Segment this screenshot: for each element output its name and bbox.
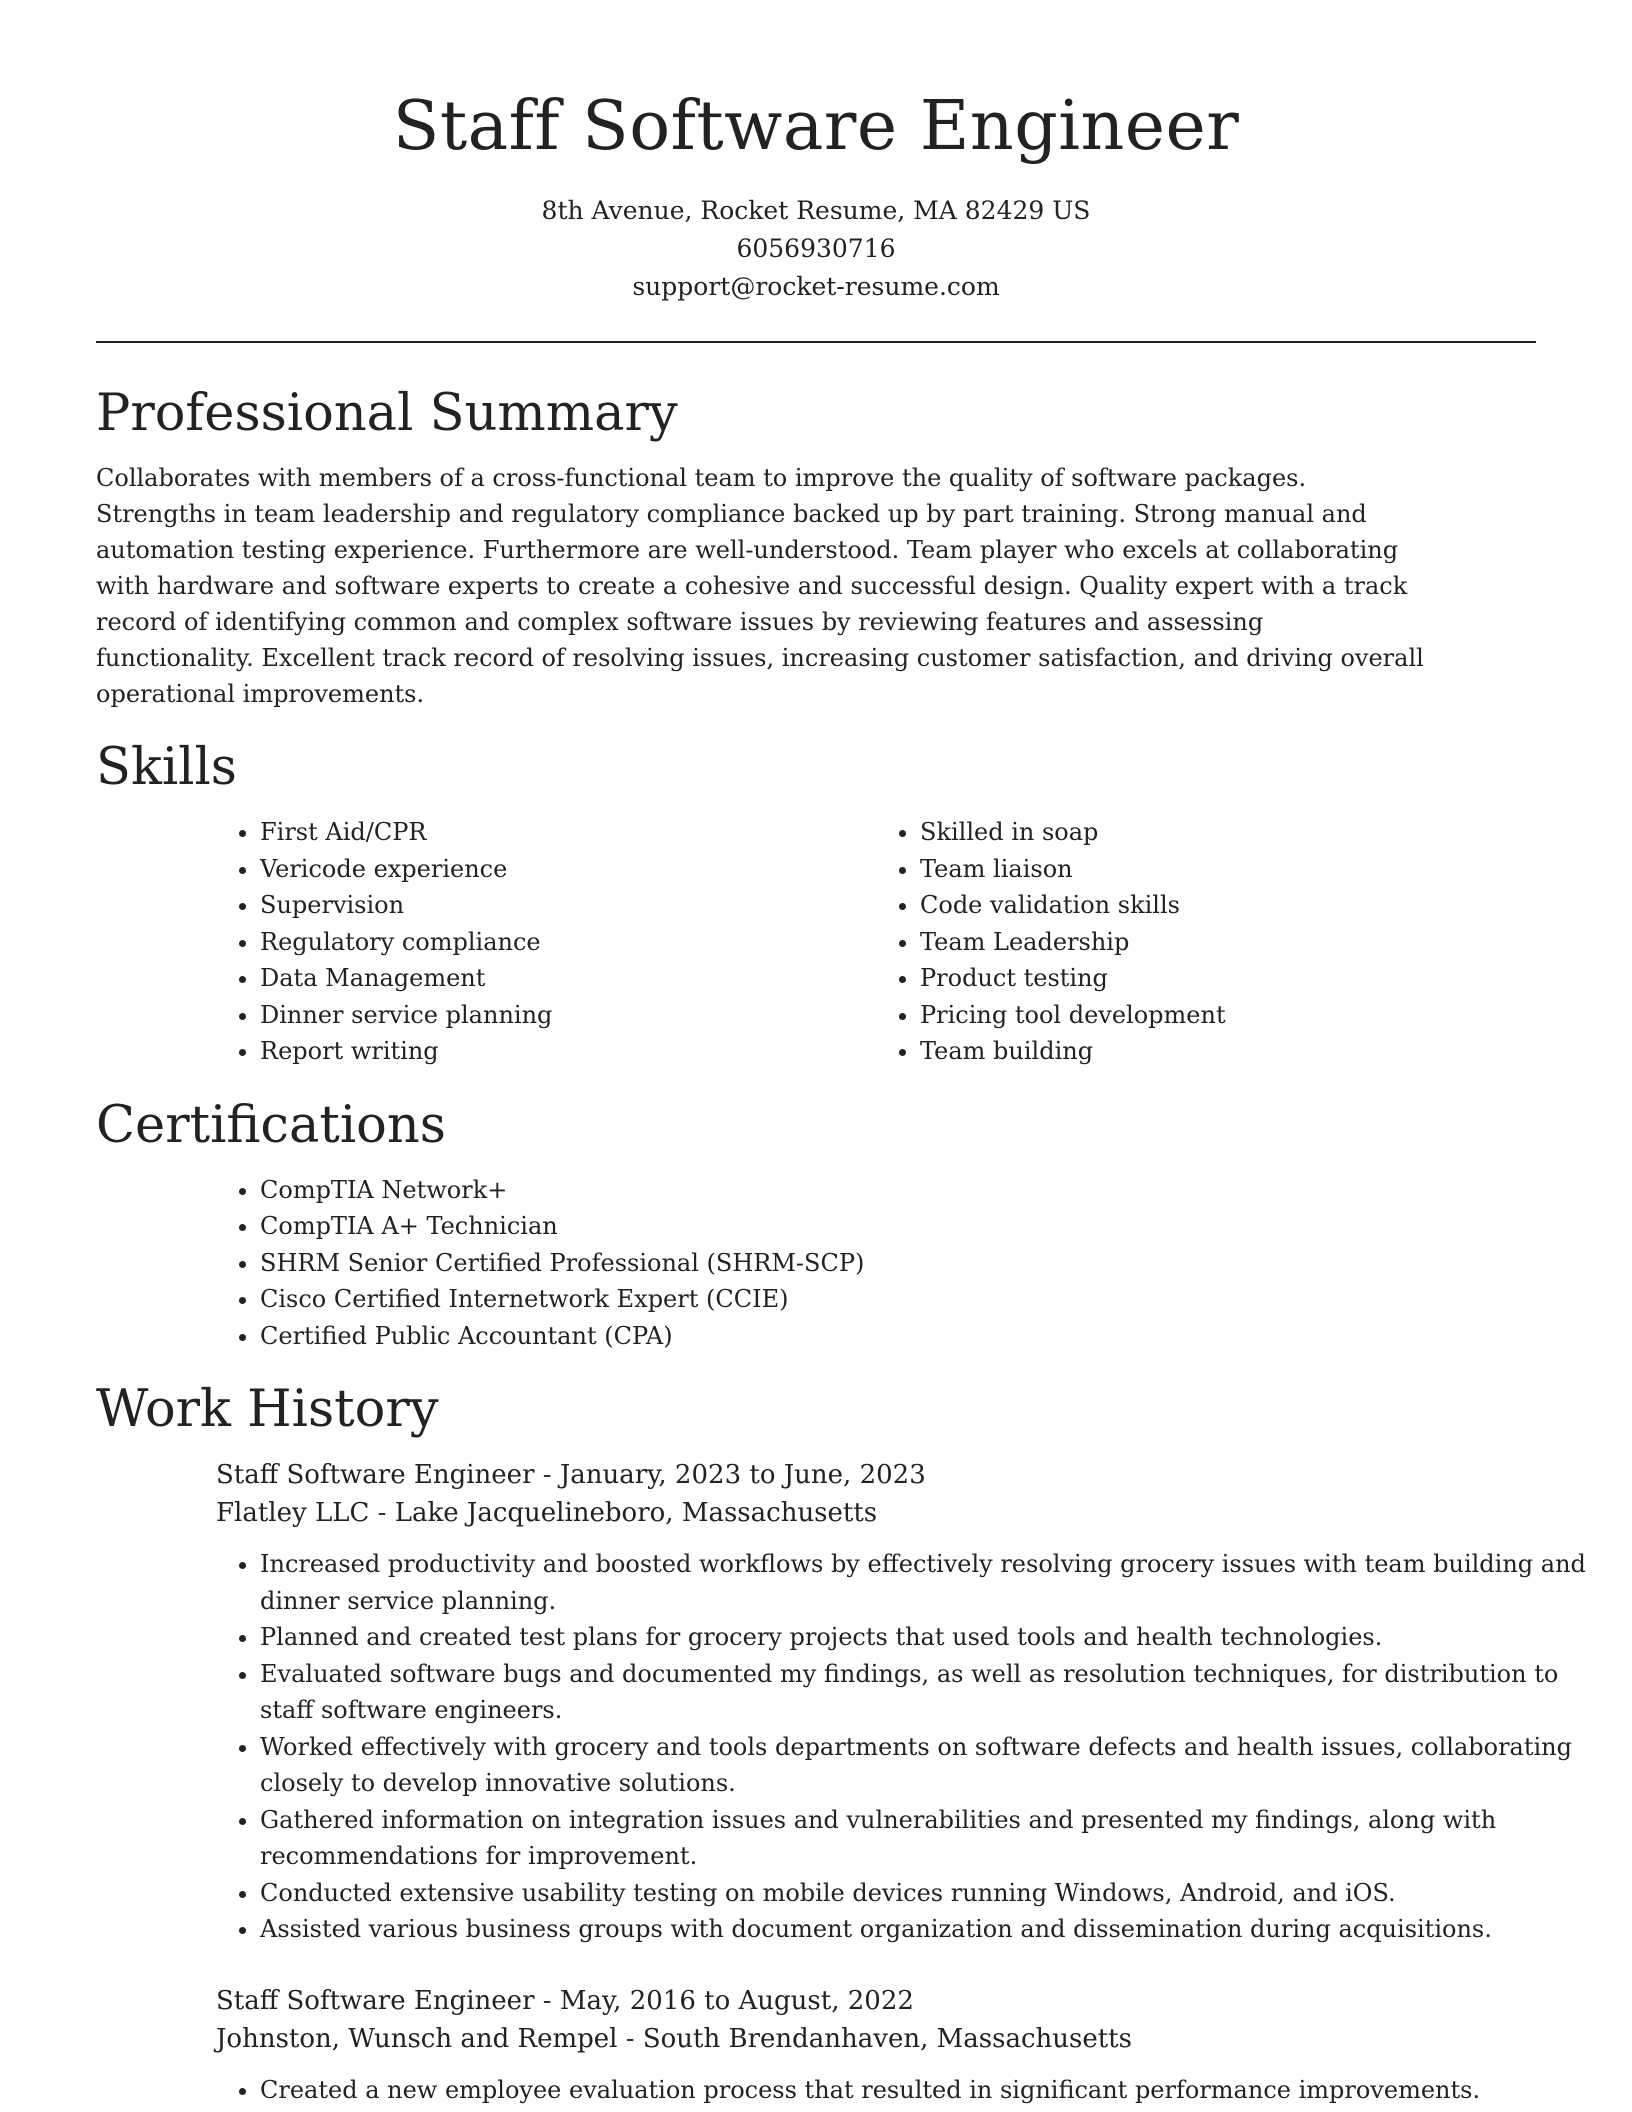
job-bullet: • Created a new employee evaluation process that resulted in significant performance improvements. [260,2072,1614,2109]
spacer [96,1354,1536,1378]
work-history-section [96,1378,1586,2108]
skill-item: • Vericode experience [260,851,876,888]
certification-item: • Certified Public Accountant (CPA) [260,1318,1536,1355]
certifications-heading: Certifications [96,1095,446,1155]
job-location: Lake Jacquelineboro, Massachusetts [394,1498,878,1528]
job-bullet: • Conducted extensive usability testing on mobile devices running Windows, Android, and iOS. [260,1875,1614,1912]
job-title-line [216,1982,1536,2020]
job-bullet: • Worked effectively with grocery and tools departments on software defects and health issues, collaborating closely to develop innovative solutions. [260,1729,1614,1802]
certification-item: • CompTIA A+ Technician [260,1208,1536,1245]
skills-right-list [876,814,1536,1070]
skill-item: • Team building [920,1033,1536,1070]
skill-item: • Report writing [260,1033,876,1070]
job-bullet-list [216,1546,1614,1948]
job-bullet: • Assisted various business groups with document organization and dissemination during acquisitions. [260,1911,1614,1948]
job-company-line [216,2020,1536,2058]
job-entry [216,1982,1536,2058]
certifications-section [96,1094,1536,1379]
job-company-line [216,1494,1536,1532]
email: support@rocket-resume.com [632,272,1000,301]
skills-grid [216,814,1536,1070]
skill-item: • Code validation skills [920,887,1536,924]
certification-item: • CompTIA Network+ [260,1172,1536,1209]
skills-section [96,736,1536,1094]
job-company: Flatley LLC [216,1498,370,1528]
job-bullet-list [216,2072,1614,2109]
job-bullet: • Gathered information on integration issues and vulnerabilities and presented my findings, along with recommendations for improvement. [260,1802,1614,1875]
skill-item: • Team liaison [920,851,1536,888]
job-title: Staff Software Engineer [216,1985,535,2016]
contact-block [0,192,1632,306]
separator: - [369,1498,395,1528]
certification-item: • SHRM Senior Certified Professional (SHRM-SCP) [260,1245,1536,1282]
spacer [96,1070,1536,1094]
skills-heading: Skills [96,738,237,797]
phone: 6056930716 [736,234,896,263]
job-bullets [96,2072,1536,2109]
job-bullet: • Increased productivity and boosted workflows by effectively resolving grocery issues with team building and dinner service planning. [260,1546,1614,1619]
summary-text: Collaborates with members of a cross-functional team to improve the quality of software packages. Strengths in team leadership and regulatory compliance backed up by part training. Strong manual and automation testing experience. Furthermore are well-understood. Team player who excels at collaborating with hardware and software experts to create a cohesive and successful design. Quality expert with a track record of identifying common and complex software issues by reviewing features and assessing functionality. Excellent track record of resolving issues, increasing customer satisfaction, and driving overall operational improvements. [96,464,1424,708]
job-entry [216,1456,1536,1532]
skill-item: • Regulatory compliance [260,924,876,961]
certifications-list [216,1172,1536,1355]
skill-item: • Supervision [260,887,876,924]
spacer [96,1948,1536,1982]
work-history-heading: Work History [96,1380,439,1439]
separator: - [534,1985,560,2016]
skill-item: • Product testing [920,960,1536,997]
address: 8th Avenue, Rocket Resume, MA 82429 US [541,196,1091,225]
job-title: Staff Software Engineer [216,1460,535,1490]
resume-header [0,0,1632,306]
job-bullets [96,1546,1586,1948]
skill-item: • Team Leadership [920,924,1536,961]
job-bullet: • Evaluated software bugs and documented my findings, as well as resolution techniques, for distribution to staff software engineers. [260,1656,1614,1729]
resume-content [96,382,1586,2108]
separator: - [534,1460,560,1490]
header-divider [96,341,1536,343]
job-dates: January, 2023 to June, 2023 [559,1460,926,1490]
job-title-line [216,1456,1536,1494]
skill-item: • First Aid/CPR [260,814,876,851]
job-dates: May, 2016 to August, 2022 [559,1985,914,2016]
skills-left-list [216,814,876,1070]
summary-heading: Professional Summary [96,384,678,443]
summary-section [96,382,1536,712]
job-location: South Brendanhaven, Massachusetts [642,2023,1132,2054]
skill-item: • Dinner service planning [260,997,876,1034]
skill-item: • Pricing tool development [920,997,1536,1034]
candidate-name: Staff Software Engineer [392,87,1240,166]
job-company: Johnston, Wunsch and Rempel [216,2023,618,2054]
skill-item: • Skilled in soap [920,814,1536,851]
skill-item: • Data Management [260,960,876,997]
certification-item: • Cisco Certified Internetwork Expert (CCIE) [260,1281,1536,1318]
separator: - [617,2023,643,2054]
job-bullet: • Planned and created test plans for grocery projects that used tools and health technologies. [260,1619,1614,1656]
